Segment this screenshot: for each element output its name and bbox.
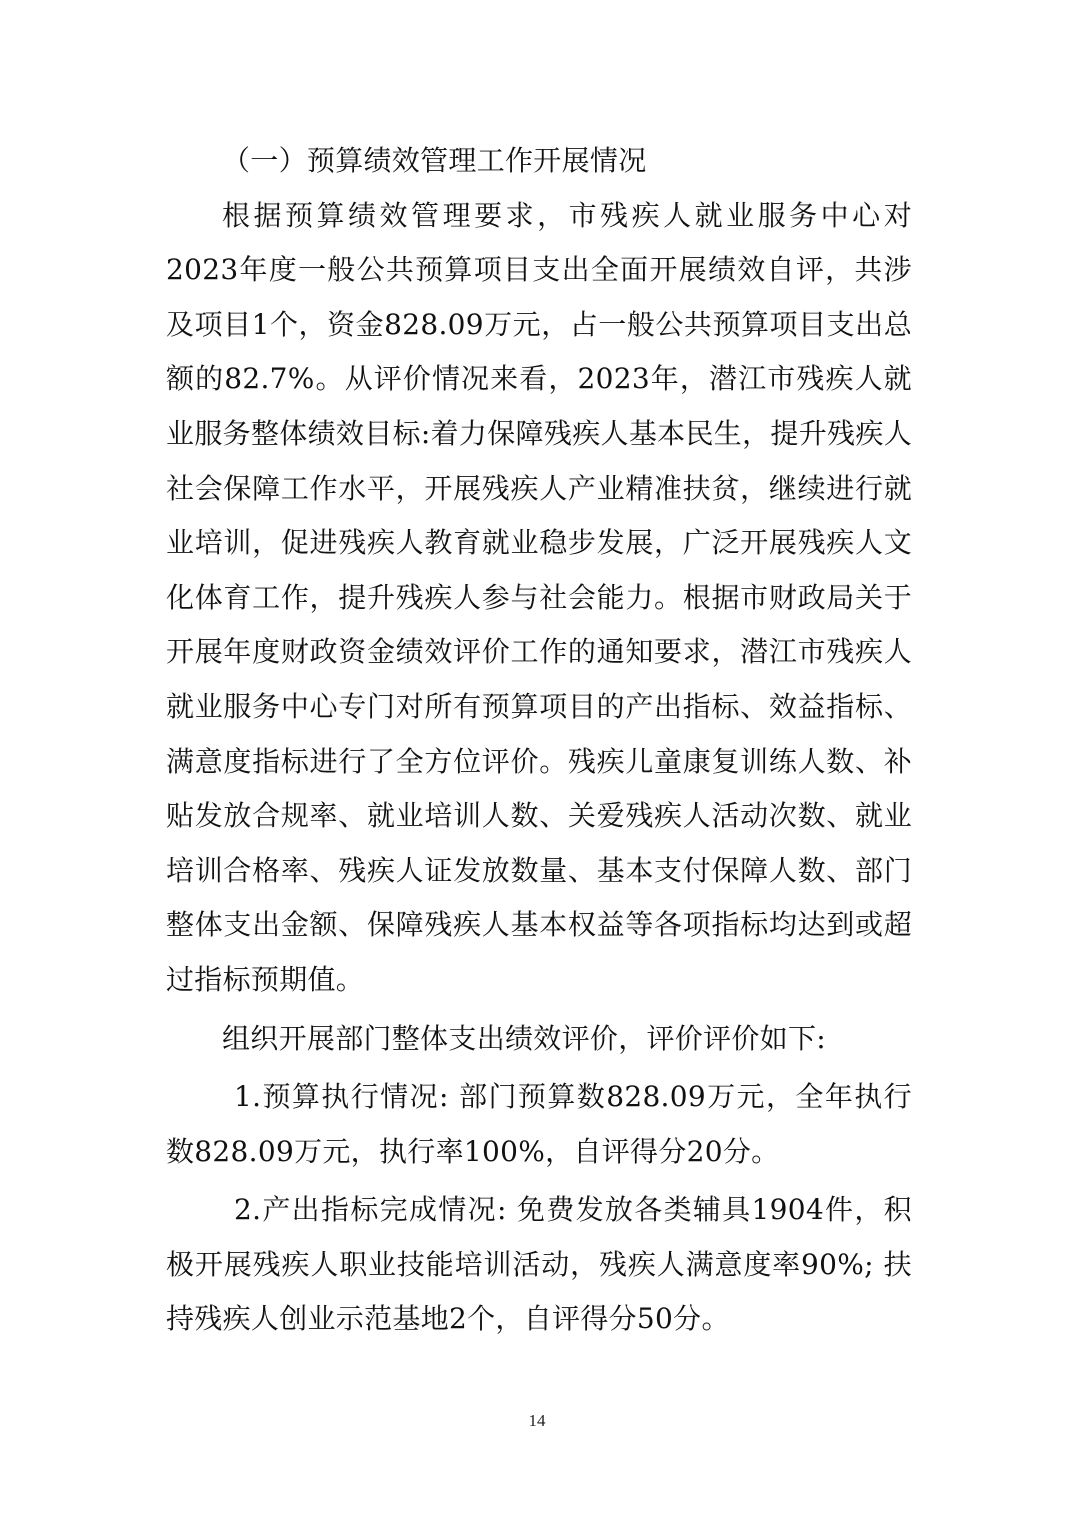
list-item-output-indicators: 2.产出指标完成情况: 免费发放各类辅具1904件，积极开展残疾人职业技能培训活动，残疾人满意度率90%; 扶持残疾人创业示范基地2个，自评得分50分。 bbox=[166, 1193, 912, 1336]
page-number: 14 bbox=[528, 1411, 546, 1430]
paragraph-overview: 根据预算绩效管理要求，市残疾人就业服务中心对2023年度一般公共预算项目支出全面开展绩效自评，共涉及项目1个，资金828.09万元，占一般公共预算项目支出总额的82.7%。从评价情况来看，2023年，潜江市残疾人就业服务整体绩效目标:着力保障残疾人基本民生，提升残疾人社会保障工作水平，开展残疾人产业精准扶贫，继续进行就业培训，促进残疾人教育就业稳步发展，广泛开展残疾人文化体育工作，提升残疾人参与社会能力。根据市财政局关于开展年度财政资金绩效评价工作的通知要求，潜江市残疾人就业服务中心专门对所有预算项目的产出指标、效益指标、满意度指标进行了全方位评价。残疾儿童康复训练人数、补贴发放合规率、就业培训人数、关爱残疾人活动次数、就业培训合格率、残疾人证发放数量、基本支付保障人数、部门整体支出金额、保障残疾人基本权益等各项指标均达到或超过指标预期值。 bbox=[166, 198, 912, 996]
document-body bbox=[166, 134, 912, 1347]
list-item-budget-execution: 1.预算执行情况: 部门预算数828.09万元，全年执行数828.09万元，执行率100%，自评得分20分。 bbox=[166, 1080, 912, 1168]
section-heading: （一）预算绩效管理工作开展情况 bbox=[222, 144, 647, 177]
paragraph-evaluation-intro: 组织开展部门整体支出绩效评价，评价评价如下: bbox=[222, 1021, 827, 1055]
